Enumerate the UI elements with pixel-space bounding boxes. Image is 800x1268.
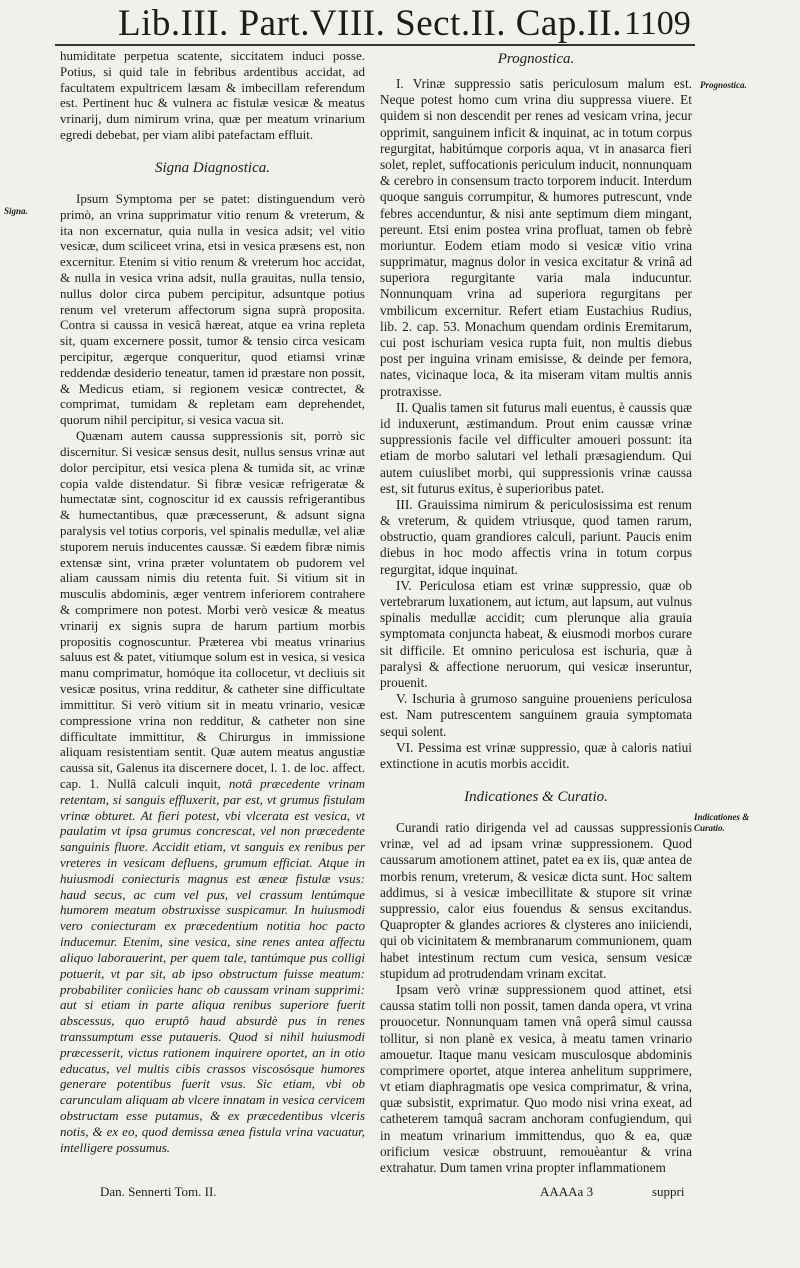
margin-note-indicationes: Indicationes & Curatio. [694,812,750,833]
section-heading-signa: Signa Diagnostica. [155,159,270,176]
footer-catchword: suppri [652,1184,685,1199]
left-column [60,48,365,1155]
prognosis-item-1: I. Vrinæ suppressio satis periculosum malum est. Neque potest homo cum vrina diu suppressa viuere. Et quidem si non descendit per renes ad vesicam vrina, jecur opprimit, sanguinem inficit & inquinat, ac in totum corpus regurgitat, habitúmque corporis aqua, vt in anasarca fieri solet, replet, suffocationis periculum inducit, nonnunquam & cerebro in consensum tracto torporem inducit. Interdum quoque sanguis corrumpitur, & humores putrescunt, vnde febres accenduntur, & nisi ante septimum diem mingant, pereunt. Etsi enim postea vrina profluat, tamen ob febrè moriuntur. Eodem etiam modo si vesicæ vitio vrina supprimatur, magnus dolor in vesica excitatur & vrinâ ad superiora regurgitante varia mala inducuntur. Nonnunquam vrina ad superiora regurgitans per vmbilicum excernitur. Refert etiam Eustachius Rudius, lib. 2. cap. 53. Monachum quendam ordinis Eremitarum, cui post ischuriam vesica rupta fuit, non multis diebus post per inguina vrinam emisisse, & deinde per femora, nates, vicinaque loca, & ita miseram vitam multis annis protraxisse. [380,76,692,399]
section-heading-prognostica: Prognostica. [497,51,575,67]
cure-paragraph-1: Curandi ratio dirigenda vel ad caussas suppressionis vrinæ, vel ad ad ipsam vrinæ suppressionem. Quod caussarum amotionem attinet, patet ea ex iis, quæ antea de morbis renum, vreterum, & vesicæ dicta sunt. Hoc saltem addimus, si à vesicæ imbecillitate & stupore sit vrinæ suppressio, calor eius fouendus & sensus excitandus. Quapropter & glandes acriores & clysteres ano iniiciendi, qui ob vicinitatem & membranarum communionem, quam habet intestinum rectum cum vesica, sensum vesicæ stupidum ad protrudendam vrinam excitat. [380,820,692,981]
prognosis-item-3: III. Grauissima nimirum & periculosissima est renum & vreterum, & quidem vtriusque, quod tamen rarum, obstructio, quam grandiores calculi, pariunt. Paucis enim diebus in hoc modo affectis vrina in totum corpus regurgitat, idque inquinat. [380,496,692,577]
intro-paragraph: humiditate perpetua scatente, siccitatem induci posse. Potius, si quid tale in febribus ardentibus accidat, ad facultatem expultricem læsam & imbecillam referendum est. Pertinent huc & vulnera ac fistulæ vesicæ & meatus vrinarij, dum nimirum vrina, quæ per meatum vrinarium egredi debebat, per viam alibi patefactam effluit. [60,48,365,143]
margin-note-signa: Signa. [4,206,28,216]
diagnosis-paragraph-1: Ipsum Symptoma per se patet: distinguendum verò primò, an vrina supprimatur vitio renum & vreterum, & ita non excernatur, quia nulla in vesica adsit; vel vitio vesicæ, dum sciliceet vrina, etsi in vesica præsens est, non excernitur. Etenim si vitio renum & vreterum hoc accidat, & nulla in vesica vrina adsit, nulla grauitas, nulla tensio, nullus dolor circa pubem percipitur, adsuntque potius renum vel vreterum affectorum signa suprà proposita. Contra si caussa in vesicâ hæreat, atque ea vrina repleta sit, quam excernere possit, tumor & tensio circa vesicam percipitur, ægerque conqueritur, quod etiamsi vrinæ reddendæ desiderio teneatur, tamen id præstare non possit, & Medicus etiam, si regionem vesicæ contrectet, & comprimat, tumidam & repletam eam deprehendet, quorum nihil percipitur, si vesica vacua sit. [60,190,365,428]
margin-note-prognostica: Prognostica. [700,80,747,90]
diagnosis-paragraph-2-text: Quænam autem caussa suppressionis sit, porrò sic discernitur. Si vesicæ sensus desit, nullus sensus vrinæ aut dolor percipitur, etsi vesica plena & tumida sit, ac vrinæ copia valde distendatur. Si fibræ vesicæ refrigeratæ & humectatæ sint, cognoscitur id ex caussis refrigerantibus & humectantibus, quæ præcesserunt, & adsunt signa paralysis vel totius corporis, vel spinalis medullæ, vel aliæ stuporem neruis inducentes caussæ. Si eædem fibræ nimis extensæ sint, vrina præter voluntatem ob pudorem vel aliam caussam nimis diu retenta fuit. Si vitium sit in musculis abdominis, æger ventrem inferiorem contrahere & comprimere non potest. Morbi verò vesicæ & meatus vrinarij ex signis supra de harum partium morbis propositis cognoscuntur. Præterea vbi meatus vrinarius saluus est & patet, vitiumque solum est in vesica, si vesica manu comprimatur, homóque ita collocetur, vt decliuis sit vesicæ positus, vrina redditur, & catheter sine difficultate immittitur. Si verò vitium sit in meatu vrinario, vesicæ compressione vrina non redditur, & catheter non sine difficultate immittitur, & Chirurgus in immissione aliquam resistentiam sentit. Quæ autem meatus angustiæ caussa sit, Galenus ita discernere docet, l. 1. de loc. affect. cap. 1. Nullâ calculi inquit, [60,428,365,791]
diagnosis-paragraph-2 [60,428,365,1155]
prognosis-item-5: V. Ischuria à grumoso sanguine proueniens periculosa est. Nam putrescentem sanguinem grauia symptomata sequi solent. [380,691,692,739]
footer-signature: AAAAa 3 [540,1184,594,1199]
cure-paragraph-2: Ipsam verò vrinæ suppressionem quod attinet, etsi caussa statim tolli non possit, tamen danda opera, vt vrina prouocetur. Nonnunquam tamen vnâ operâ simul caussa tollitur, si non planè ex vesica, à meatu tamen vrinario amouetur. Itaque manu vesicam musculosque abdominis comprimere oportet, atque interea anhelitum supprimere, vt etiam diaphragmatis ope vesica comprimatur, & vrina, quæ subsistit, exprimatur. Quo modo nisi vrina exeat, ad catheterem tamquâ sacram anchoram confugiendum, qui in meatum vrinarium immittendus, quo & ea, quæ orificium vesicæ obstruunt, remouèantur & vrina extrahatur. Dum tamen vrina propter inflammationem [380,981,692,1175]
right-column [380,48,692,1176]
running-title: Lib.III. Part.VIII. Sect.II. Cap.II. [118,3,622,44]
page-number: 1109 [624,5,691,42]
running-header [0,2,760,46]
header-rule [55,44,695,46]
galen-quotation: notâ præcedente vrinam retentam, si sanguis effluxerit, par est, vt grumus fistulam vrinæ obturet. At fieri potest, vbi vlcerata est vesica, vt paulatim vt ipsa grumus concrescat, vel non præcedente sanguinis fluore. Accidit etiam, vt sanguis ex renibus per vreteres in vesicam defluens, grumum efficiat. Atque in huiusmodi coniecturis magnus est æneæ fistulæ vsus: haud secus, ac cum vel pus, vel crassum lentúmque humorem meatum obstruxisse suspicamur. In huiusmodi vero coniecturam ex præcedentium notitia hoc pacto inducemur. Etenim, sine vesica, sine renes antea affectu aliquo laborauerint, per quem tale, tantúmque pus colligi potuerit, vt par sit, ab ipso obstructum fuisse meatum: probabiliter coniicies hanc ob caussam vrinam supprimi: aut si etiam in parte aliqua renibus superiore fuerit abscessus, quo eruptô haud absurdè pus in renes transsumptum esse putaueris. Quod si nihil huiusmodi præcesserit, victus rationem inquirere oportet, an in otio educatus, vel multis cibis crassos viscosósque humores generare potentibus fuerit vsus. Sic etiam, vbi ob carunculam aliquam ab vlcere innatam in vesica cervicem obstructam esse putamus, & ex præcedentibus vlceris notis, & ex eo, quod demissa ænea fistula vrina vacuatur, intelligere possumus. [60,775,365,1155]
section-heading-indicationes: Indicationes & Curatio. [464,789,608,806]
footer-author: Dan. Sennerti Tom. II. [100,1184,217,1199]
prognosis-item-2: II. Qualis tamen sit futurus mali euentus, è caussis quæ id induxerunt, æstimandum. Prout enim caussæ vrinæ suppressionis facile vel difficulter amoueri possunt: ita etiam de morbo salutari vel lethali præsagiendum. Qui autem cuiuslibet morbi, qui suppressionis vrinæ caussa est, sit futurus exitus, è superioribus patet. [380,399,692,496]
prognosis-item-4: IV. Periculosa etiam est vrinæ suppressio, quæ ob vertebrarum luxationem, aut ictum, aut lapsum, aut vulnus spinalis medullæ accidit; cum plerunque alia grauia symptomata conjuncta habeat, & eiusmodi morbos curare sit difficile. Et omnino periculosa est ischuria, quæ à paralysi & affectione neruorum, qui vesicæ inseruntur, prouenit. [380,577,692,690]
prognosis-item-6: VI. Pessima est vrinæ suppressio, quæ à caloris natiui extinctione in acutis morbis accidit. [380,739,692,771]
